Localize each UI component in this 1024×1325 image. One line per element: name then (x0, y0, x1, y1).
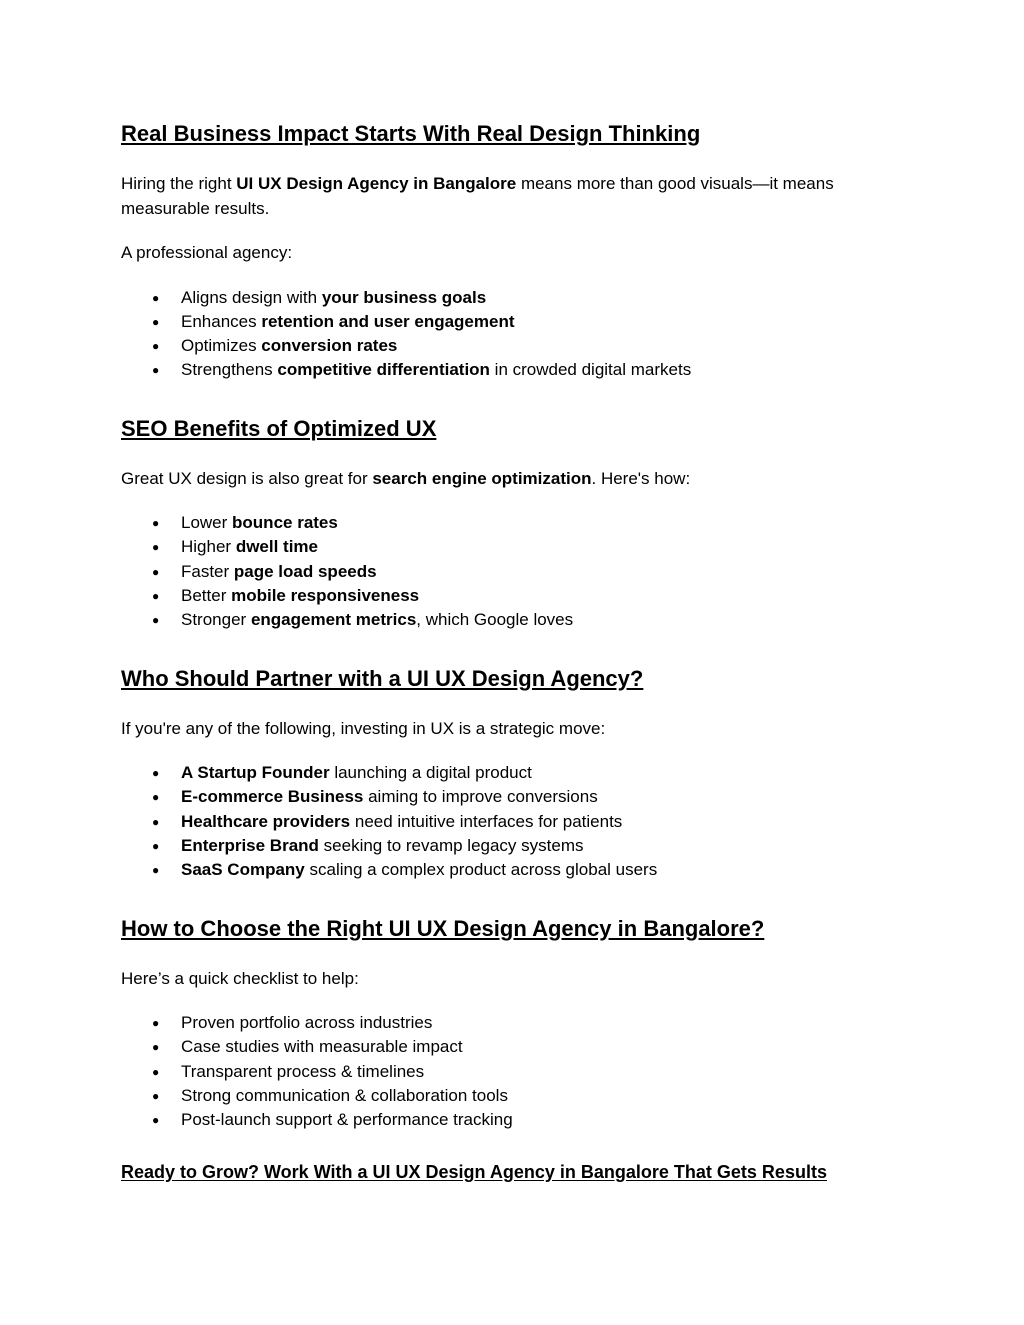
bullet-icon: ● (152, 766, 160, 781)
list-item: ● Enhances retention and user engagement (121, 310, 911, 334)
paragraph: If you're any of the following, investing in UX is a strategic move: (121, 718, 606, 738)
list-item: ● Faster page load speeds (121, 560, 911, 584)
bullet-icon: ● (152, 839, 160, 854)
section-heading: How to Choose the Right UI UX Design Agency in Bangalore? (121, 915, 765, 941)
paragraph: A professional agency: (121, 243, 293, 262)
document-content (121, 118, 911, 1186)
bullet-icon: ● (152, 1064, 160, 1079)
bullet-list (121, 286, 911, 383)
bullet-list (121, 761, 911, 882)
bullet-icon: ● (152, 790, 160, 805)
list-item: ● Stronger engagement metrics, which Google loves (121, 608, 911, 632)
bullet-icon: ● (152, 314, 160, 329)
bullet-icon: ● (152, 814, 160, 829)
list-item: ● Optimizes conversion rates (121, 334, 911, 358)
closing-heading: Ready to Grow? Work With a UI UX Design Agency in Bangalore That Gets Results (121, 1161, 827, 1182)
list-item: ● Transparent process & timelines (121, 1060, 911, 1084)
bullet-icon: ● (152, 1016, 160, 1031)
bullet-icon: ● (152, 564, 160, 579)
bullet-icon: ● (152, 863, 160, 878)
list-item: ● Better mobile responsiveness (121, 584, 911, 608)
bullet-icon: ● (152, 613, 160, 628)
bullet-icon: ● (152, 363, 160, 378)
bullet-icon: ● (152, 290, 160, 305)
list-item: ● Aligns design with your business goals (121, 286, 911, 310)
list-item: ● Strengthens competitive differentiation in crowded digital markets (121, 358, 911, 382)
paragraph: Hiring the right UI UX Design Agency in Bangalore means more than good visuals—it means measurable results. (121, 174, 834, 218)
list-item: ● A Startup Founder launching a digital product (121, 761, 911, 785)
bullet-icon: ● (152, 540, 160, 555)
section-heading: Who Should Partner with a UI UX Design Agency? (121, 665, 644, 691)
section-heading: Real Business Impact Starts With Real Design Thinking (121, 121, 701, 146)
list-item: ● Strong communication & collaboration tools (121, 1084, 911, 1108)
list-item: ● Higher dwell time (121, 535, 911, 559)
section-heading: SEO Benefits of Optimized UX (121, 415, 437, 441)
bullet-list (121, 511, 911, 632)
bullet-icon: ● (152, 589, 160, 604)
bullet-icon: ● (152, 1040, 160, 1055)
list-item: ● SaaS Company scaling a complex product across global users (121, 858, 911, 882)
list-item: ● Enterprise Brand seeking to revamp legacy systems (121, 834, 911, 858)
list-item: ● Healthcare providers need intuitive interfaces for patients (121, 810, 911, 834)
list-item: ● Case studies with measurable impact (121, 1035, 911, 1059)
paragraph: Here’s a quick checklist to help: (121, 968, 359, 988)
bullet-icon: ● (152, 516, 160, 531)
bullet-list (121, 1011, 911, 1132)
list-item: ● Lower bounce rates (121, 511, 911, 535)
list-item: ● Post-launch support & performance tracking (121, 1108, 911, 1132)
bullet-icon: ● (152, 339, 160, 354)
paragraph: Great UX design is also great for search engine optimization. Here's how: (121, 468, 691, 488)
bullet-icon: ● (152, 1113, 160, 1128)
list-item: ● Proven portfolio across industries (121, 1011, 911, 1035)
bullet-icon: ● (152, 1089, 160, 1104)
list-item: ● E-commerce Business aiming to improve conversions (121, 785, 911, 809)
